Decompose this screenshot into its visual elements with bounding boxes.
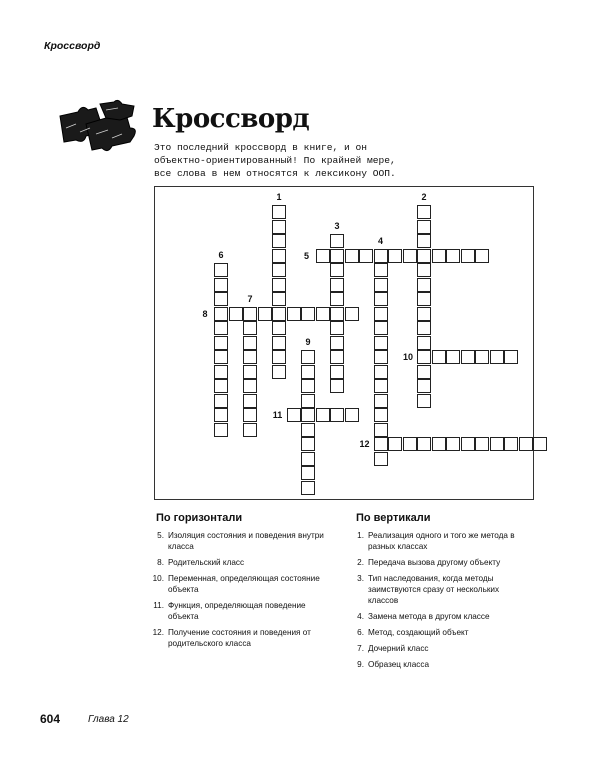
clue-text: Функция, определяющая поведение объекта: [168, 601, 306, 621]
clue-number: 6.: [357, 628, 364, 637]
clue-number-label: 7: [247, 293, 253, 304]
grid-cell[interactable]: [374, 408, 388, 422]
grid-cell[interactable]: [359, 249, 373, 263]
grid-cell[interactable]: [475, 249, 489, 263]
grid-cell[interactable]: [214, 394, 228, 408]
clue-number-label: 4: [377, 235, 383, 246]
page-title: Кроссворд: [152, 104, 310, 134]
grid-cell[interactable]: [330, 292, 344, 306]
grid-cell[interactable]: [490, 437, 504, 451]
down-clue: [350, 530, 530, 552]
grid-cell[interactable]: [374, 249, 388, 263]
down-clue: [350, 627, 530, 638]
grid-cell[interactable]: [403, 437, 417, 451]
grid-cell[interactable]: [301, 408, 315, 422]
grid-cell[interactable]: [243, 365, 257, 379]
grid-cell[interactable]: [374, 350, 388, 364]
across-clue: [150, 530, 330, 552]
grid-cell[interactable]: [330, 408, 344, 422]
across-clue: [150, 600, 330, 622]
crossword-grid: [154, 186, 534, 500]
down-clue: [350, 643, 530, 654]
grid-cell[interactable]: [301, 307, 315, 321]
clue-number: 5.: [157, 531, 164, 540]
grid-cell[interactable]: [330, 350, 344, 364]
across-clue-list: [150, 530, 330, 654]
grid-cell[interactable]: [417, 278, 431, 292]
down-clue: [350, 573, 530, 606]
grid-cell[interactable]: [214, 321, 228, 335]
clue-number: 4.: [357, 612, 364, 621]
intro-line: все слова в нем относятся к лексикону ООП.: [154, 168, 396, 179]
grid-cell[interactable]: [374, 365, 388, 379]
grid-cell[interactable]: [417, 336, 431, 350]
grid-cell[interactable]: [388, 437, 402, 451]
grid-cell[interactable]: [301, 481, 315, 495]
grid-cell[interactable]: [301, 452, 315, 466]
clue-text: Реализация одного и того же метода в разных классах: [368, 531, 515, 551]
grid-cell[interactable]: [243, 423, 257, 437]
grid-cell[interactable]: [330, 365, 344, 379]
grid-cell[interactable]: [461, 437, 475, 451]
clue-number: 11.: [153, 601, 164, 610]
grid-cell[interactable]: [272, 321, 286, 335]
grid-cell[interactable]: [301, 423, 315, 437]
down-heading: По вертикали: [356, 512, 431, 524]
clue-number-label: 12: [359, 439, 370, 449]
grid-cell[interactable]: [417, 292, 431, 306]
grid-cell[interactable]: [272, 205, 286, 219]
grid-cell[interactable]: [214, 350, 228, 364]
grid-cell[interactable]: [214, 307, 228, 321]
grid-cell[interactable]: [243, 394, 257, 408]
grid-cell[interactable]: [330, 263, 344, 277]
grid-cell[interactable]: [330, 307, 344, 321]
grid-cell[interactable]: [316, 408, 330, 422]
grid-cell[interactable]: [417, 249, 431, 263]
across-clue: [150, 557, 330, 568]
across-clue: [150, 627, 330, 649]
grid-cell[interactable]: [301, 437, 315, 451]
across-clue: [150, 573, 330, 595]
clue-text: Переменная, определяющая состояние объекта: [168, 574, 320, 594]
clue-number-label: 1: [276, 192, 282, 202]
grid-cell[interactable]: [272, 249, 286, 263]
grid-cell[interactable]: [330, 336, 344, 350]
grid-cell[interactable]: [417, 437, 431, 451]
grid-cell[interactable]: [374, 263, 388, 277]
clue-text: Замена метода в другом классе: [368, 612, 490, 621]
grid-cell[interactable]: [504, 350, 518, 364]
grid-cell[interactable]: [301, 365, 315, 379]
down-clue: [350, 611, 530, 622]
grid-cell[interactable]: [403, 249, 417, 263]
grid-cell[interactable]: [272, 336, 286, 350]
grid-cell[interactable]: [272, 307, 286, 321]
grid-cell[interactable]: [243, 379, 257, 393]
clue-number: 10.: [152, 574, 164, 583]
grid-cell[interactable]: [374, 394, 388, 408]
grid-cell[interactable]: [417, 321, 431, 335]
clue-number-label: 2: [421, 192, 427, 202]
grid-cell[interactable]: [272, 263, 286, 277]
grid-cell[interactable]: [243, 307, 257, 321]
grid-cell[interactable]: [417, 234, 431, 248]
clue-number: 12.: [152, 628, 164, 637]
grid-cell[interactable]: [214, 278, 228, 292]
grid-cell[interactable]: [272, 365, 286, 379]
grid-cell[interactable]: [243, 408, 257, 422]
grid-cell[interactable]: [330, 249, 344, 263]
grid-cell[interactable]: [446, 350, 460, 364]
grid-cell[interactable]: [432, 249, 446, 263]
grid-cell[interactable]: [301, 466, 315, 480]
clue-number-label: 11: [272, 410, 283, 420]
clue-text: Передача вызова другому объекту: [368, 558, 501, 567]
grid-cell[interactable]: [229, 307, 243, 321]
clue-number: 3.: [357, 574, 364, 583]
grid-cell[interactable]: [330, 379, 344, 393]
grid-cell[interactable]: [345, 408, 359, 422]
grid-cell[interactable]: [417, 350, 431, 364]
grid-cell[interactable]: [345, 307, 359, 321]
grid-cell[interactable]: [417, 220, 431, 234]
clue-number-label: 9: [305, 337, 311, 347]
grid-cell[interactable]: [374, 292, 388, 306]
clue-number-label: 3: [334, 221, 340, 231]
page-number: 604: [40, 712, 61, 726]
down-clue: [350, 659, 530, 670]
clue-number: 2.: [357, 558, 364, 567]
down-clue-list: [350, 530, 530, 675]
grid-cell[interactable]: [258, 307, 272, 321]
intro-line: Это последний кроссворд в книге, и он: [154, 142, 368, 153]
grid-cell[interactable]: [475, 350, 489, 364]
clue-number: 7.: [357, 644, 364, 653]
puzzle-pieces-icon: [56, 98, 140, 156]
grid-cell[interactable]: [272, 350, 286, 364]
grid-cell[interactable]: [214, 423, 228, 437]
grid-cell[interactable]: [214, 379, 228, 393]
grid-cell[interactable]: [417, 307, 431, 321]
grid-cell[interactable]: [272, 278, 286, 292]
grid-cell[interactable]: [490, 350, 504, 364]
grid-cell[interactable]: [374, 278, 388, 292]
intro-text: [154, 141, 414, 180]
grid-cell[interactable]: [417, 205, 431, 219]
grid-cell[interactable]: [316, 249, 330, 263]
grid-cell[interactable]: [243, 321, 257, 335]
grid-cell[interactable]: [388, 249, 402, 263]
grid-cell[interactable]: [301, 379, 315, 393]
clue-number-label: 8: [202, 308, 208, 319]
clue-text: Тип наследования, когда методы заимствуются сразу от нескольких классов: [368, 574, 500, 605]
grid-cell[interactable]: [214, 408, 228, 422]
grid-cell[interactable]: [475, 437, 489, 451]
clue-number: 1.: [357, 531, 364, 540]
across-heading: По горизонтали: [156, 512, 243, 524]
grid-cell[interactable]: [432, 437, 446, 451]
grid-cell[interactable]: [214, 365, 228, 379]
grid-cell[interactable]: [374, 307, 388, 321]
grid-cell[interactable]: [417, 379, 431, 393]
running-head: Кроссворд: [44, 40, 101, 52]
grid-cell[interactable]: [417, 263, 431, 277]
grid-cell[interactable]: [417, 365, 431, 379]
grid-cell[interactable]: [374, 452, 388, 466]
clue-text: Дочерний класс: [368, 644, 429, 653]
grid-cell[interactable]: [214, 292, 228, 306]
grid-cell[interactable]: [301, 394, 315, 408]
clue-text: Получение состояния и поведения от родительского класса: [168, 628, 311, 648]
grid-cell[interactable]: [301, 350, 315, 364]
clue-number-label: 5: [303, 250, 309, 261]
grid-cell[interactable]: [287, 307, 301, 321]
grid-cell[interactable]: [374, 321, 388, 335]
grid-cell[interactable]: [316, 307, 330, 321]
grid-cell[interactable]: [519, 437, 533, 451]
grid-cell[interactable]: [446, 249, 460, 263]
clue-text: Родительский класс: [168, 558, 245, 567]
grid-cell[interactable]: [374, 336, 388, 350]
grid-cell[interactable]: [345, 249, 359, 263]
grid-cell[interactable]: [243, 336, 257, 350]
grid-cell[interactable]: [417, 394, 431, 408]
grid-cell[interactable]: [446, 437, 460, 451]
clue-text: Образец класса: [368, 660, 429, 669]
grid-cell[interactable]: [374, 423, 388, 437]
grid-cell[interactable]: [330, 278, 344, 292]
grid-cell[interactable]: [374, 437, 388, 451]
intro-line: объектно-ориентированный! По крайней мере,: [154, 155, 396, 166]
clue-number: 8.: [157, 558, 164, 567]
down-clue: [350, 557, 530, 568]
grid-cell[interactable]: [272, 220, 286, 234]
chapter-label: Глава 12: [88, 714, 129, 725]
clue-number-label: 10: [402, 352, 413, 362]
grid-cell[interactable]: [461, 249, 475, 263]
clue-number-label: 6: [218, 250, 224, 260]
grid-cell[interactable]: [461, 350, 475, 364]
grid-cell[interactable]: [272, 234, 286, 248]
grid-cell[interactable]: [374, 379, 388, 393]
grid-cell[interactable]: [504, 437, 518, 451]
grid-cell[interactable]: [432, 350, 446, 364]
grid-cell[interactable]: [243, 350, 257, 364]
clue-text: Изоляция состояния и поведения внутри класса: [168, 531, 324, 551]
grid-cell[interactable]: [272, 292, 286, 306]
clue-number: 9.: [357, 660, 364, 669]
clue-text: Метод, создающий объект: [368, 628, 469, 637]
grid-cell[interactable]: [214, 336, 228, 350]
grid-cell[interactable]: [214, 263, 228, 277]
grid-cell[interactable]: [287, 408, 301, 422]
grid-cell[interactable]: [330, 321, 344, 335]
grid-cell[interactable]: [330, 234, 344, 248]
grid-cell[interactable]: [533, 437, 547, 451]
